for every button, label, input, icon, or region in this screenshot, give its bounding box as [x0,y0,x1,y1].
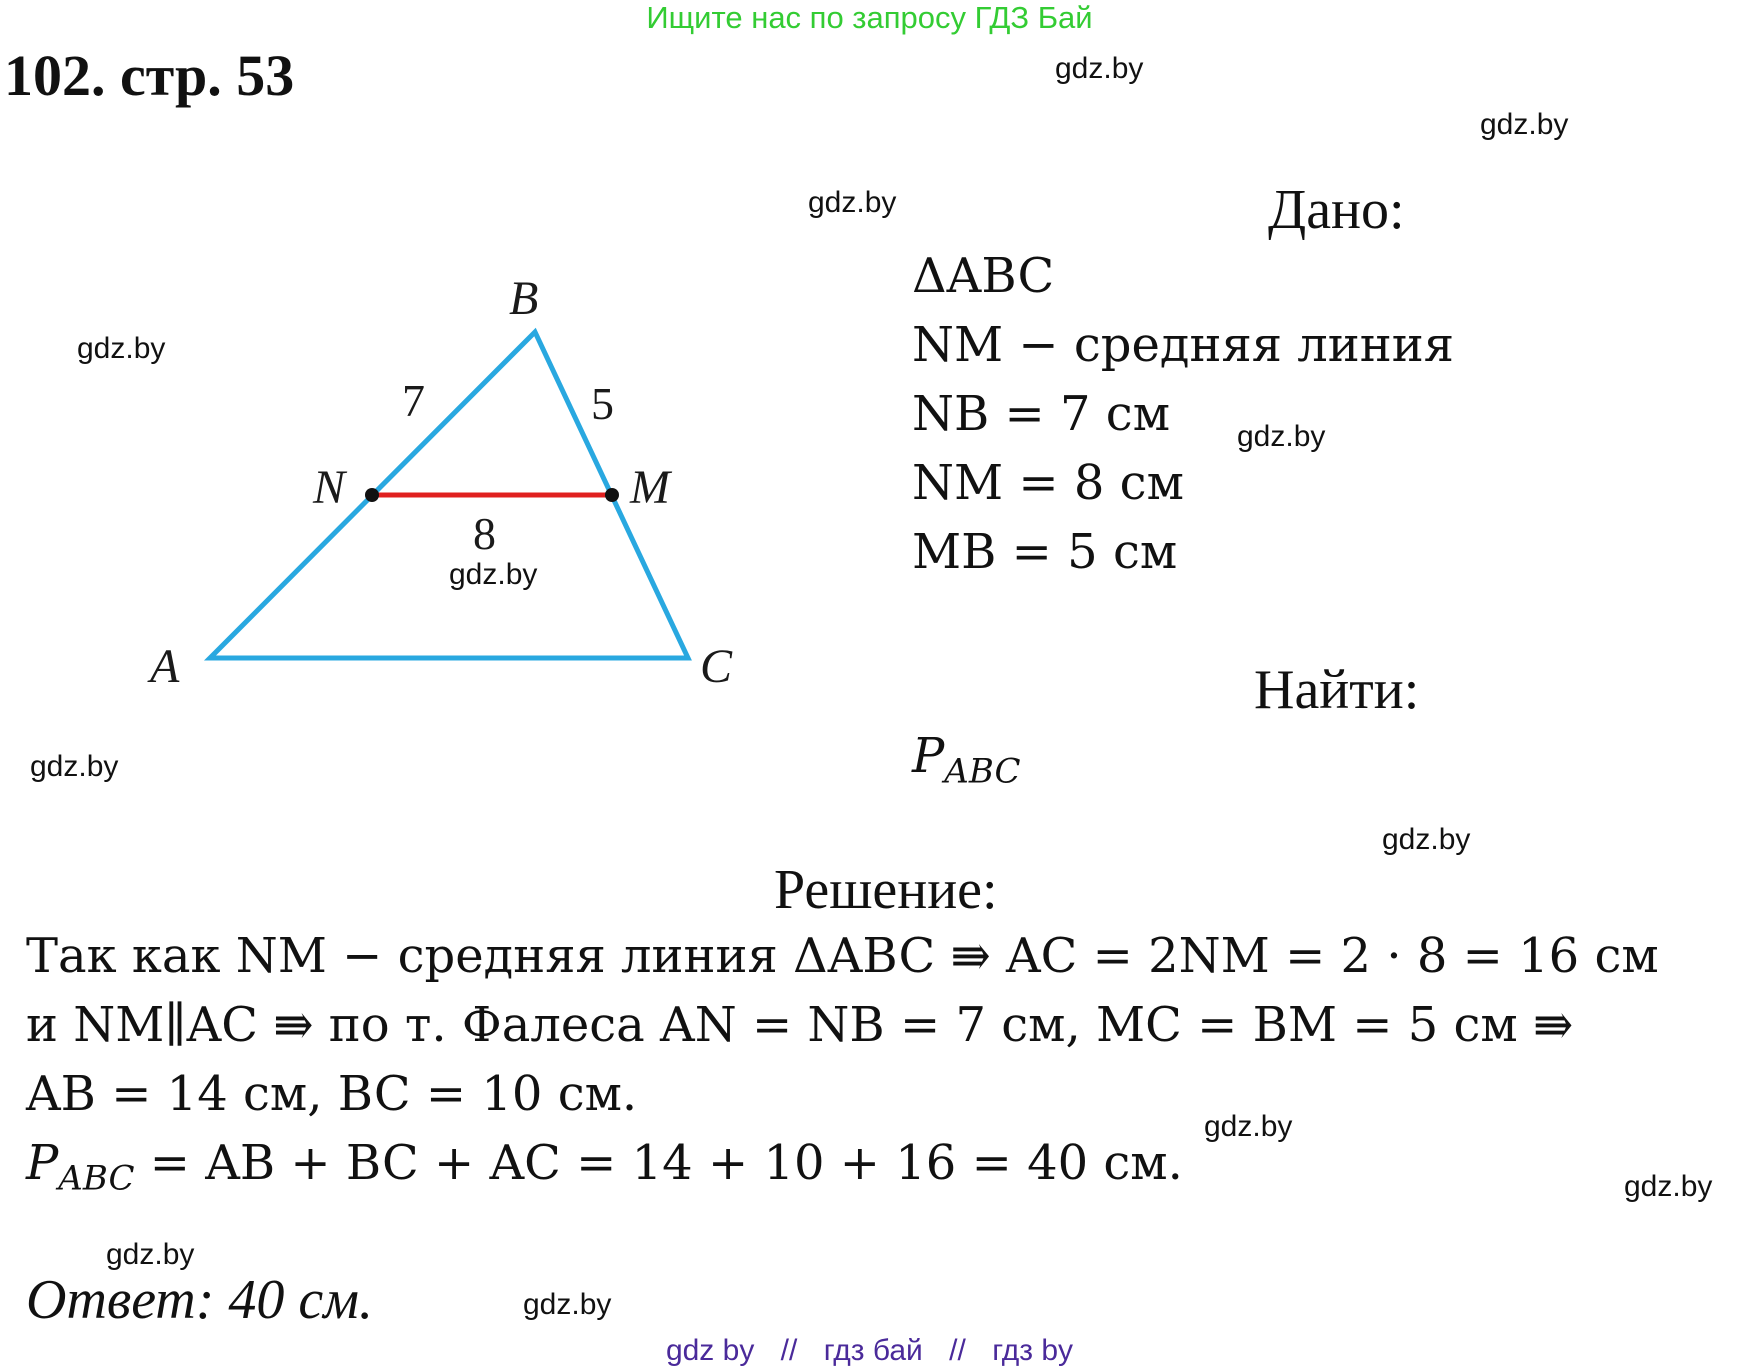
solution-heading: Решение: [774,859,998,921]
perimeter-symbol: P [26,1135,59,1191]
side-label-nm: 8 [473,508,496,559]
solution-line: и NM∥AC ⇛ по т. Фалеса AN = NB = 7 см, MC = BM = 5 см ⇛ [26,997,1574,1053]
given-line: NM = 8 см [912,455,1184,511]
vertex-label-m: M [630,461,670,514]
page-title: 102. стр. 53 [4,43,295,108]
watermark: gdz.by [1237,420,1326,453]
given-heading: Дано: [1268,179,1405,241]
solution-line: Так как NM − средняя линия ΔABC ⇛ AC = 2NM = 2 · 8 = 16 см [26,928,1659,984]
promo-banner[interactable]: Ищите нас по запросу ГДЗ Бай [646,0,1093,35]
triangle-figure [0,0,780,720]
find-heading: Найти: [1254,659,1420,721]
watermark: gdz.by [1624,1170,1713,1203]
side-label-nb: 7 [402,375,425,426]
point-n [365,488,379,502]
vertex-label-a: A [150,640,180,693]
given-line: NM − средняя линия [912,317,1455,373]
given-line: ΔABC [912,248,1055,304]
watermark: gdz.by [1204,1110,1293,1143]
watermark: gdz.by [1480,108,1569,141]
answer: Ответ: 40 см. [26,1269,373,1331]
vertex-label-n: N [313,461,346,514]
watermark: gdz.by [30,750,119,783]
footer-link-gdz-by-cyr[interactable]: гдз by [992,1334,1074,1367]
watermark: gdz.by [449,558,538,591]
footer-links [0,1334,1739,1368]
find-item-symbol: P [912,728,945,784]
watermark: gdz.by [808,186,897,219]
vertex-label-c: C [700,640,733,693]
watermark: gdz.by [1055,52,1144,85]
footer-link-gdz-by[interactable]: gdz by [665,1334,755,1367]
side-label-mb: 5 [591,378,614,429]
perimeter-line [26,1135,1183,1199]
footer-separator: // [780,1334,798,1367]
watermark: gdz.by [523,1288,612,1321]
find-item [912,728,1020,792]
given-line: NB = 7 см [912,386,1171,442]
perimeter-expression: = AB + BC + AC = 14 + 10 + 16 = 40 см. [134,1135,1183,1191]
watermark: gdz.by [77,332,166,365]
footer-separator: // [949,1334,966,1367]
perimeter-subscript: ABC [58,1158,135,1199]
find-item-subscript: ABC [944,751,1021,792]
watermark: gdz.by [1382,823,1471,856]
footer-link-gdz-bai[interactable]: гдз бай [823,1334,923,1367]
solution-line: AB = 14 см, BC = 10 см. [26,1066,638,1122]
vertex-label-b: B [509,272,539,325]
given-line: MB = 5 см [912,524,1178,580]
point-m [605,488,619,502]
watermark: gdz.by [106,1238,195,1271]
